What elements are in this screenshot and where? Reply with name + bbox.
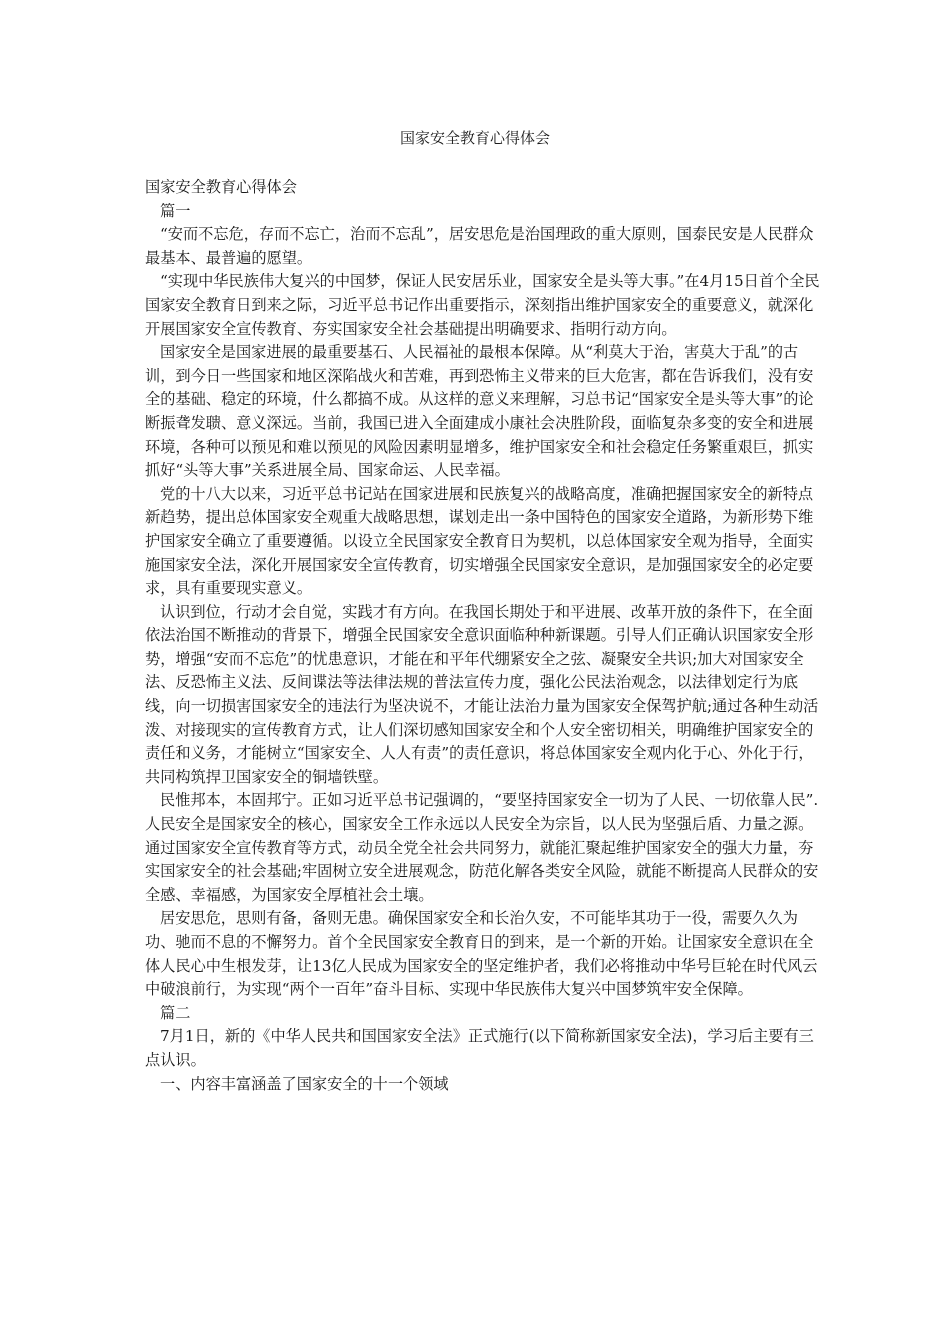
paragraph: 党的十八大以来，习近平总书记站在国家进展和民族复兴的战略高度，准确把握国家安全的新特点新趋势，提出总体国家安全观重大战略思想，谋划走出一条中国特色的国家安全道路，为新形势下维护国家安全确立了重要遵循。以设立全民国家安全教育日为契机，以总体国家安全观为指导，全面实施国家安全法，深化开展国家安全宣传教育，切实增强全民国家安全意识，是加强国家安全的必定要求，具有重要现实意义。 <box>145 484 814 598</box>
paragraph: 认识到位，行动才会自觉，实践才有方向。在我国长期处于和平进展、改革开放的条件下，在全面依法治国不断推动的背景下，增强全民国家安全意识面临种种新课题。引导人们正确认识国家安全形势，增强“安而不忘危”的忧患意识，才能在和平年代绷紧安全之弦、凝聚安全共识;加大对国家安全法、反恐怖主义法、反间谍法等法律法规的普法宣传力度，强化公民法治观念，以法律划定行为底线，向一切损害国家安全的违法行为坚决说不，才能让法治力量为国家安全保驾护航;通过各种生动活泼、对接现实的宣传教育方式，让人们深切感知国家安全和个人安全密切相关，明确维护国家安全的责任和义务，才能树立“国家安全、人人有责”的责任意识，将总体国家安全观内化于心、外化于行，共同构筑捍卫国家安全的铜墙铁壁。 <box>145 602 819 786</box>
section-heading-part-two: 篇二 <box>160 1003 191 1022</box>
document-subtitle: 国家安全教育心得体会 <box>145 178 297 196</box>
section-heading-part-one: 篇一 <box>160 201 191 220</box>
document-body <box>145 176 825 1096</box>
paragraph: “实现中华民族伟大复兴的中国梦，保证人民安居乐业，国家安全是头等大事。”在4月15日首个全民国家安全教育日到来之际，习近平总书记作出重要指示，深刻指出维护国家安全的重要意义，就深化开展国家安全宣传教育、夯实国家安全社会基础提出明确要求、指明行动方向。 <box>145 272 820 338</box>
document-title: 国家安全教育心得体会 <box>399 129 550 147</box>
paragraph: “安而不忘危，存而不忘亡，治而不忘乱”，居安思危是治国理政的重大原则，国泰民安是人民群众最基本、最普遍的愿望。 <box>145 225 814 267</box>
paragraph: 国家安全是国家进展的最重要基石、人民福祉的最根本保障。从“利莫大于治，害莫大于乱”的古训，到今日一些国家和地区深陷战火和苦难，再到恐怖主义带来的巨大危害，都在告诉我们，没有安全的基础、稳定的环境，什么都搞不成。从这样的意义来理解，习总书记“国家安全是头等大事”的论断振聋发聩、意义深远。当前，我国已进入全面建成小康社会决胜阶段，面临复杂多变的安全和进展环境，各种可以预见和难以预见的风险因素明显增多，维护国家安全和社会稳定任务繁重艰巨，抓实抓好“头等大事”关系进展全局、国家命运、人民幸福。 <box>145 343 814 480</box>
paragraph: 民惟邦本，本固邦宁。正如习近平总书记强调的，“要坚持国家安全一切为了人民、一切依靠人民”.人民安全是国家安全的核心，国家安全工作永远以人民安全为宗旨，以人民为坚强后盾、力量之源。通过国家安全宣传教育等方式，动员全党全社会共同努力，就能汇聚起维护国家安全的强大力量，夯实国家安全的社会基础;牢固树立安全进展观念，防范化解各类安全风险，就能不断提高人民群众的安全感、幸福感，为国家安全厚植社会土壤。 <box>145 791 819 904</box>
subsection-heading: 一、内容丰富涵盖了国家安全的十一个领域 <box>160 1074 449 1093</box>
paragraph: 7月1日，新的《中华人民共和国国家安全法》正式施行(以下简称新国家安全法)，学习后主要有三点认识。 <box>145 1027 814 1069</box>
paragraph: 居安思危，思则有备，备则无患。确保国家安全和长治久安，不可能毕其功于一役，需要久久为功、驰而不息的不懈努力。首个全民国家安全教育日的到来，是一个新的开始。让国家安全意识在全体人民心中生根发芽，让13亿人民成为国家安全的坚定维护者，我们必将推动中华号巨轮在时代风云中破浪前行，为实现“两个一百年”奋斗目标、实现中华民族伟大复兴中国梦筑牢安全保障。 <box>145 909 818 999</box>
